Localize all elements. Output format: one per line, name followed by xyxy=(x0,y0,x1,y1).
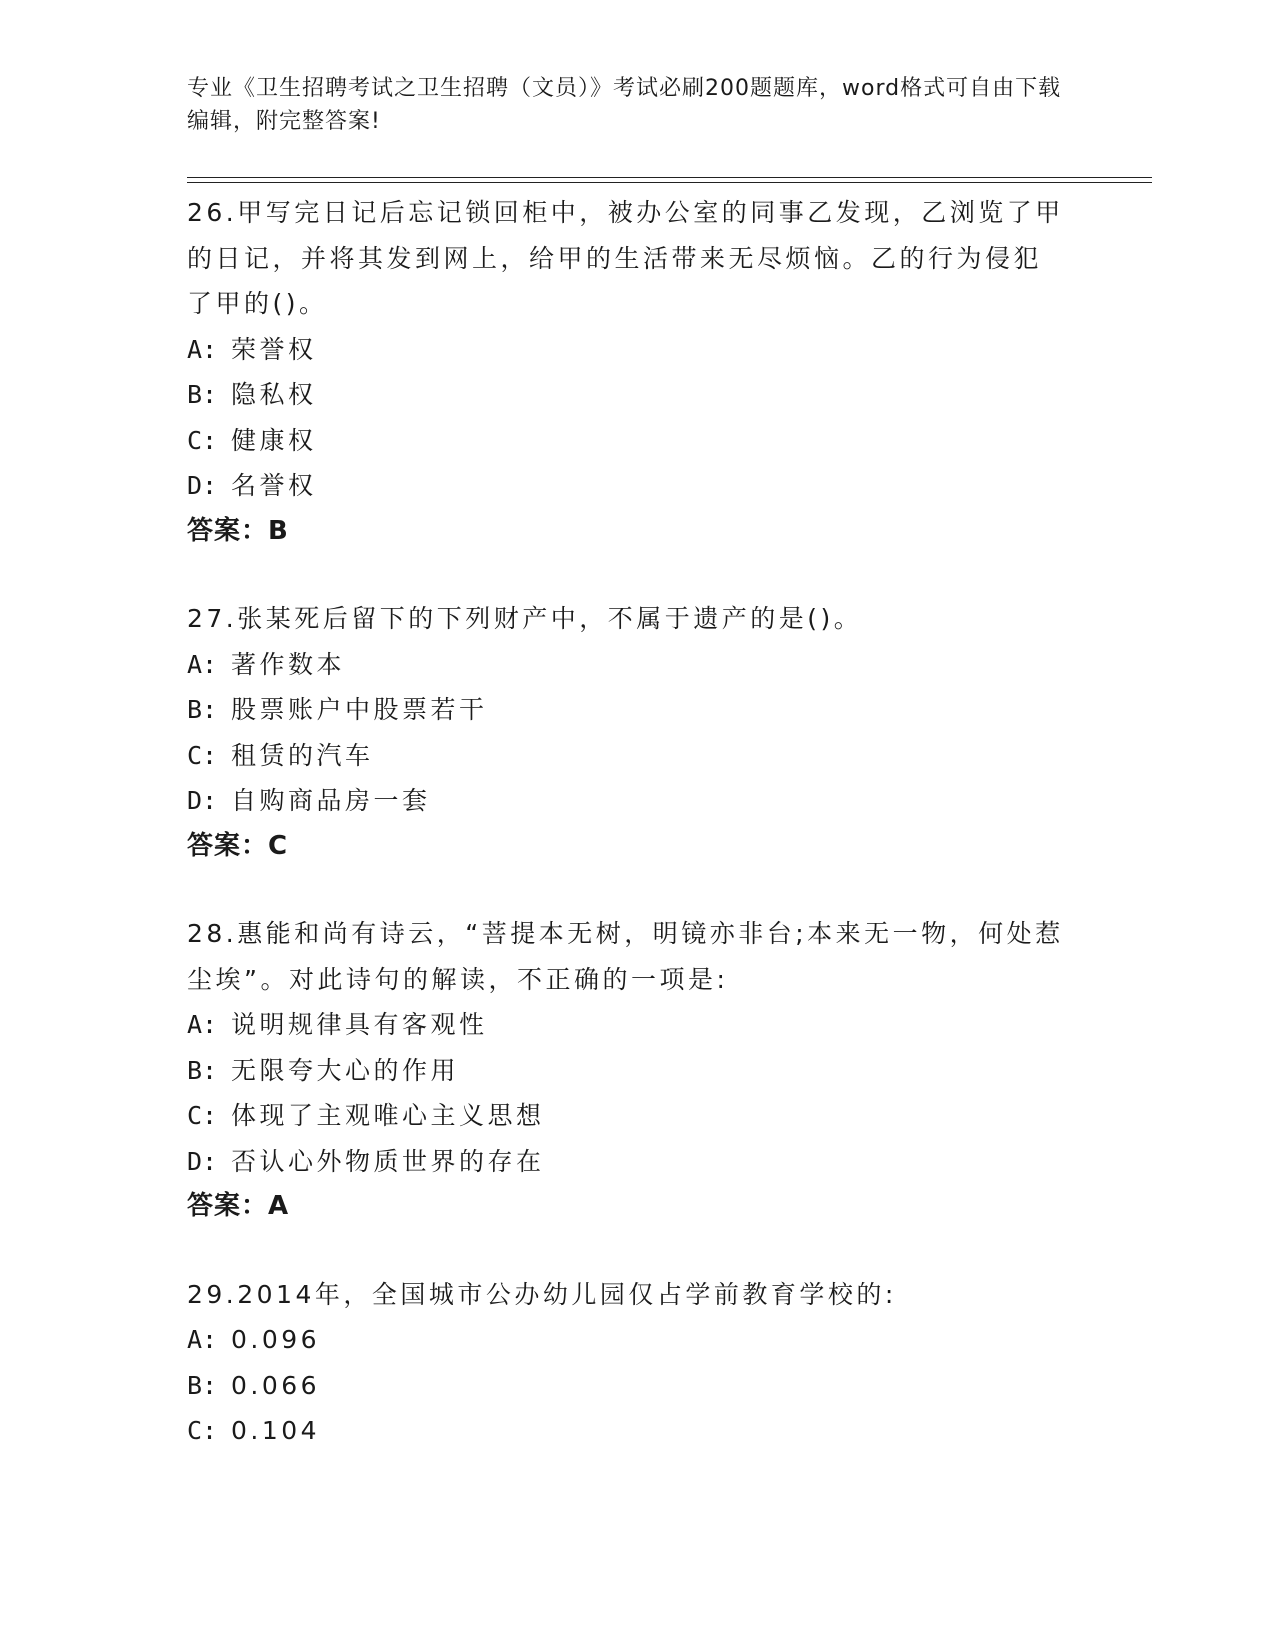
answer-label: 答案：B xyxy=(187,515,289,546)
answer-label: 答案：C xyxy=(187,830,289,861)
question-stem: 29.2014年，全国城市公办幼儿园仅占学前教育学校的: xyxy=(187,1279,897,1309)
option-key: B: xyxy=(187,695,218,724)
question-28 xyxy=(187,911,1067,1230)
question-26 xyxy=(187,190,1067,554)
option-text: 0.104 xyxy=(231,1416,321,1445)
option-a xyxy=(187,642,1067,688)
option-b xyxy=(187,372,1067,418)
option-a xyxy=(187,1317,1067,1363)
header-divider-top xyxy=(187,177,1152,178)
question-stem: 27.张某死后留下的下列财产中，不属于遗产的是()。 xyxy=(187,604,863,633)
option-key: C: xyxy=(187,1101,218,1130)
option-c xyxy=(187,733,1067,779)
question-stem: 28.惠能和尚有诗云，“菩提本无树，明镜亦非台;本来无一物，何处惹尘埃”。对此诗句的解读，不正确的一项是: xyxy=(187,919,1064,994)
option-text: 隐私权 xyxy=(231,380,317,409)
option-text: 著作数本 xyxy=(231,649,346,679)
option-text: 租赁的汽车 xyxy=(231,740,374,770)
option-text: 体现了主观唯心主义思想 xyxy=(231,1101,545,1130)
option-d xyxy=(187,778,1067,824)
question-list xyxy=(187,190,1067,1454)
option-b xyxy=(187,1363,1067,1409)
option-a xyxy=(187,1002,1067,1048)
option-b xyxy=(187,1048,1067,1094)
option-c xyxy=(187,418,1067,464)
option-text: 0.096 xyxy=(231,1325,321,1354)
answer-label: 答案：A xyxy=(187,1191,290,1221)
option-b xyxy=(187,687,1067,733)
option-key: D: xyxy=(187,1146,218,1176)
option-text: 健康权 xyxy=(231,425,317,455)
document-header: 专业《卫生招聘考试之卫生招聘（文员）》考试必刷200题题库，word格式可自由下载编辑，附完整答案! xyxy=(187,76,1062,134)
option-key: B: xyxy=(187,1055,218,1085)
question-stem: 26.甲写完日记后忘记锁回柜中，被办公室的同事乙发现，乙浏览了甲的日记，并将其发到网上，给甲的生活带来无尽烦恼。乙的行为侵犯了甲的()。 xyxy=(187,198,1064,318)
option-key: C: xyxy=(187,1416,218,1445)
question-29 xyxy=(187,1272,1067,1454)
option-key: B: xyxy=(187,380,218,409)
option-text: 0.066 xyxy=(231,1370,321,1400)
option-text: 无限夸大心的作用 xyxy=(231,1055,460,1085)
option-d xyxy=(187,1139,1067,1185)
option-key: C: xyxy=(187,740,218,770)
option-key: A: xyxy=(187,649,218,679)
option-c xyxy=(187,1093,1067,1139)
option-d xyxy=(187,463,1067,509)
option-key: D: xyxy=(187,786,218,815)
option-key: A: xyxy=(187,1325,218,1354)
option-text: 名誉权 xyxy=(231,471,317,500)
option-a xyxy=(187,327,1067,373)
option-key: C: xyxy=(187,425,218,455)
question-27 xyxy=(187,596,1067,869)
option-text: 说明规律具有客观性 xyxy=(231,1010,488,1039)
option-key: B: xyxy=(187,1370,218,1400)
option-key: A: xyxy=(187,1010,218,1039)
option-text: 否认心外物质世界的存在 xyxy=(231,1146,545,1176)
option-c xyxy=(187,1408,1067,1454)
option-text: 股票账户中股票若干 xyxy=(231,695,488,724)
option-text: 自购商品房一套 xyxy=(231,786,431,815)
header-divider-bottom xyxy=(187,182,1152,183)
option-text: 荣誉权 xyxy=(231,334,317,364)
option-key: A: xyxy=(187,334,218,364)
option-key: D: xyxy=(187,471,218,500)
